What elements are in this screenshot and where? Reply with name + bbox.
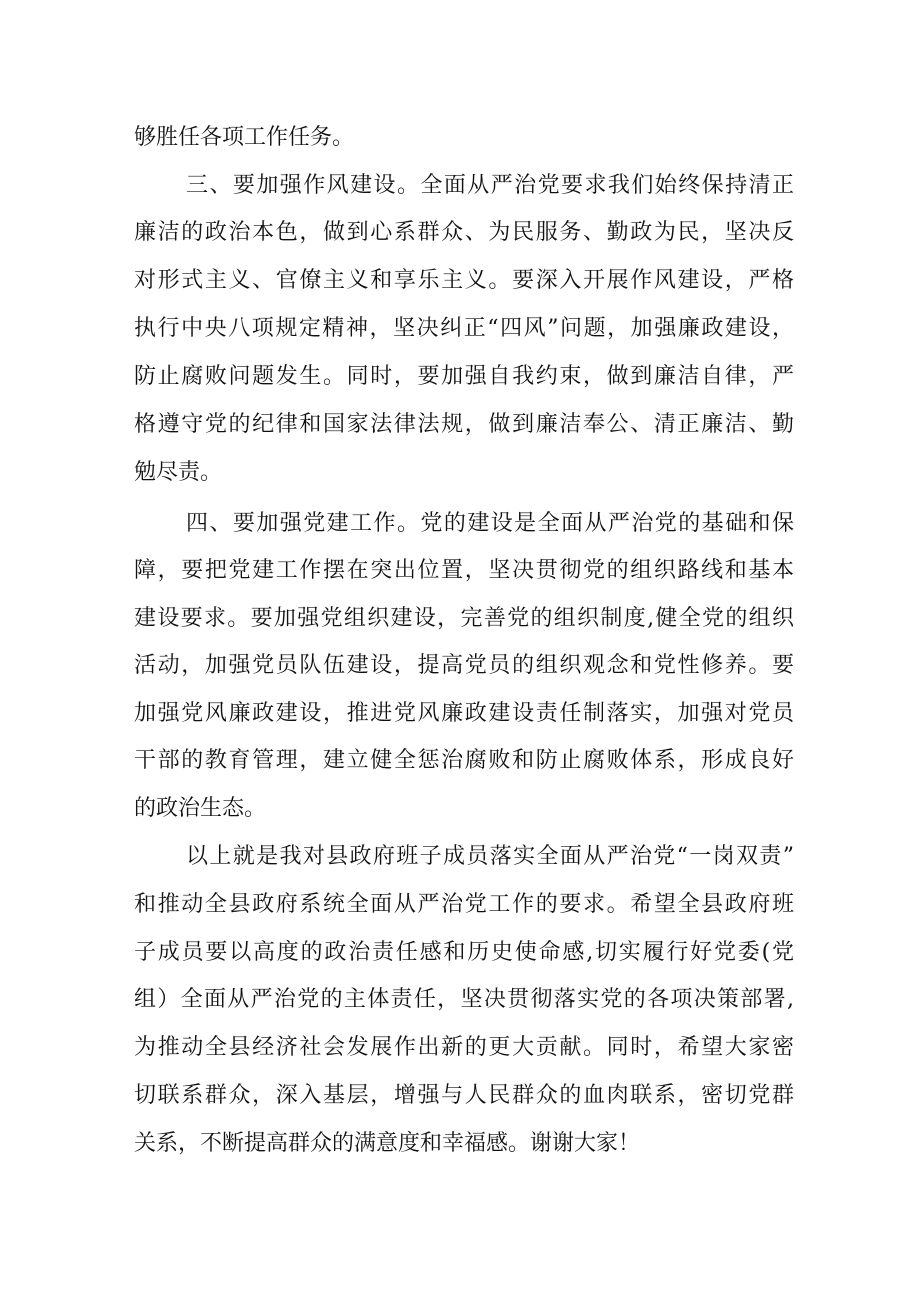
paragraph-5-line-1: 以上就是我对县政府班子成员落实全面从严治党“一岗双责” [186, 844, 794, 869]
paragraph-3-line-5: 防止腐败问题发生。同时，要加强自我约束，做到廉洁自律，严 [134, 364, 794, 389]
paragraph-5-line-5: 为推动全县经济社会发展作出新的更大贡献。同时，希望大家密 [134, 1035, 794, 1060]
paragraph-5-line-2: 和推动全县政府系统全面从严治党工作的要求。希望全县政府班 [134, 892, 794, 917]
paragraph-continuation-line-1: 够胜任各项工作任务。 [134, 125, 355, 150]
paragraph-3-line-1: 三、要加强作风建设。全面从严治党要求我们始终保持清正 [186, 173, 794, 198]
paragraph-4-line-4: 活动，加强党员队伍建设，提高党员的组织观念和党性修养。要 [134, 653, 794, 678]
paragraph-4-line-2: 障，要把党建工作摆在突出位置，坚决贯彻党的组织路线和基本 [134, 558, 794, 583]
paragraph-5-line-6: 切联系群众，深入基层，增强与人民群众的血肉联系，密切党群 [134, 1083, 794, 1108]
paragraph-3-line-6: 格遵守党的纪律和国家法律法规，做到廉洁奉公、清正廉洁、勤 [134, 412, 794, 437]
paragraph-3-line-3: 对形式主义、官僚主义和享乐主义。要深入开展作风建设，严格 [134, 268, 794, 293]
paragraph-4-line-6: 干部的教育管理，建立健全惩治腐败和防止腐败体系，形成良好 [134, 748, 794, 773]
paragraph-5-line-4: 组）全面从严治党的主体责任，坚决贯彻落实党的各项决策部署, [134, 987, 794, 1012]
paragraph-4-line-5: 加强党风廉政建设，推进党风廉政建设责任制落实，加强对党员 [134, 701, 794, 726]
paragraph-5-line-7: 关系，不断提高群众的满意度和幸福感。谢谢大家！ [134, 1131, 641, 1156]
paragraph-4-line-1: 四、要加强党建工作。党的建设是全面从严治党的基础和保 [186, 511, 794, 536]
paragraph-3-line-2: 廉洁的政治本色，做到心系群众、为民服务、勤政为民，坚决反 [134, 220, 794, 245]
paragraph-4-line-7: 的政治生态。 [134, 796, 267, 821]
paragraph-3-line-4: 执行中央八项规定精神，坚决纠正“四风”问题，加强廉政建设， [134, 316, 794, 341]
paragraph-4-line-3: 建设要求。要加强党组织建设，完善党的组织制度,健全党的组织 [134, 606, 794, 631]
paragraph-3-line-7: 勉尽责。 [134, 460, 223, 485]
paragraph-5-line-3: 子成员要以高度的政治责任感和历史使命感,切实履行好党委(党 [134, 940, 794, 965]
